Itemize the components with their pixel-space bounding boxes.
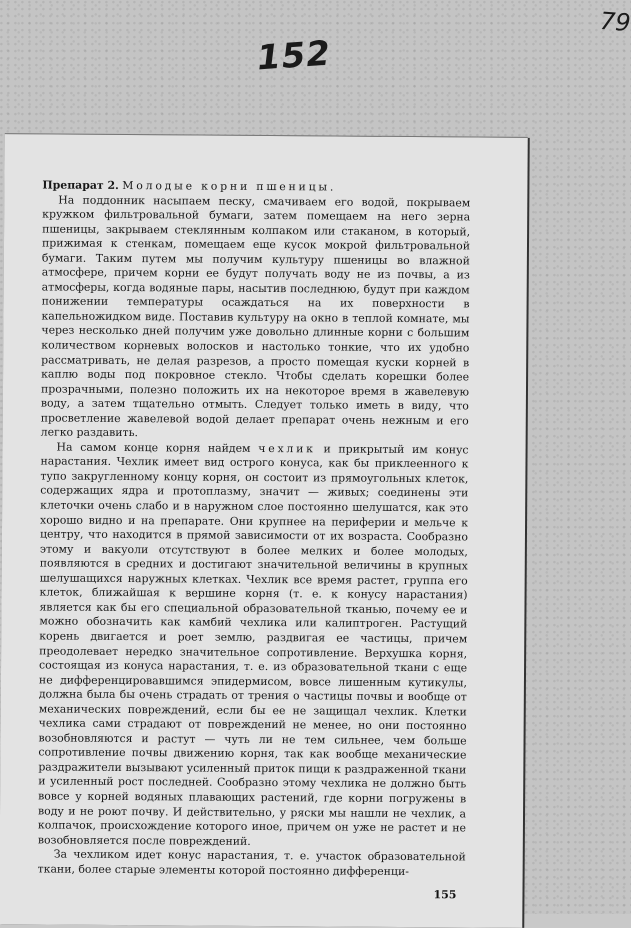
handwritten-corner-number: 79: [599, 6, 631, 38]
heading-label: Препарат 2.: [42, 178, 119, 192]
paragraph-3: За чехликом идет конус нарастания, т. е. участок образовательной ткани, более старые элементы которой постоянно дифференци-: [37, 847, 466, 878]
heading-title: Молодые корни пшеницы.: [122, 179, 337, 194]
term-chekhlik: чехлик: [258, 441, 316, 456]
book-page: [0, 134, 528, 928]
handwritten-page-number: 152: [255, 33, 333, 79]
paragraph-2-rest: и прикрытый им конус нарастания. Чехлик имеет вид острого конуса, как бы приклеенного к тупо закругленному концу корня, он состоит из прямоугольных клеток, содержащих ядра и протоплазму, значит — живых; соединены эти клеточки очень слабо и в наружном слое постоянно шелушатся, как это хорошо видно и на препарате. Они крупнее на периферии и мельче к центру, что находится в прямой зависимости от их возраста. Сообразно этому и вакуоли отсутствуют в более мелких и более молодых, появляются в средних и достигают значительной величины в крупных шелушащихся наружных клетках. Чехлик все время растет, группа его клеток, ближайшая к вершине корня (т. е. к конусу нарастания) является как бы его специальной образовательной тканью, почему ее и можно обозначить как камбий чехлика или калиптроген. Растущий корень двигается и роет землю, раздвигая ее частицы, причем преодолевает нередко значительное сопротивление. Верхушка корня, состоящая из конуса нарастания, т. е. из образовательной ткани с еще не дифференцировавшимся эпидермисом, вовсе лишенным кутикулы, должна была бы очень страдать от трения о частицы почвы и вообще от механических повреждений, если бы ее не защищал чехлик. Клетки чехлика сами страдают от повреждений не менее, но они постоянно возобновляются и растут — чуть ли не тем сильнее, чем больше сопротивление почвы движению корня, так как вообще механические раздражители вызывают усиленный приток пищи к раздраженной ткани и усиленный рост последней. Сообразно этому чехлика не должно быть вовсе у корней водяных плавающих растений, где корни погружены в воду и не роют почву. И действительно, у ряски мы нашли не чехлик, а колпачок, происхождение которого иное, причем он уже не растет и не возобновляется после повреждений.: [37, 442, 469, 848]
text-column: [38, 178, 471, 879]
paragraph-1: На поддонник насыпаем песку, смачиваем его водой, покрываем кружком фильтровальной бумаги, затем помещаем на него зерна пшеницы, закрываем стеклянным колпаком или стаканом, в который, прижимая к стенкам, помещаем еще кусок мокрой фильтровальной бумаги. Таким путем мы получим культуру пшеницы во влажной атмосфере, причем корни ее будут получать воду не из почвы, а из атмосферы, когда водяные пары, насытив последнюю, будут при каждом понижении температуры осаждаться на их поверхности в капельножидком виде. Поставив культуру на окно в теплой комнате, мы через несколько дней получим уже довольно длинные корни с большим количеством корневых волосков и настолько тонкие, что их удобно рассматривать, не делая разрезов, а просто помещая куски корней в каплю воды под покровное стекло. Чтобы сделать корешки более прозрачными, полезно положить их на некоторое время в жавелевую воду, а затем тщательно отмыть. Следует только иметь в виду, что просветление жавелевой водой делает препарат очень нежным и его легко раздавить.: [40, 193, 471, 440]
paragraph-2: [38, 440, 469, 850]
printed-page-number: 155: [433, 888, 457, 902]
paragraph-2-start: На самом конце корня найдем: [56, 440, 251, 455]
